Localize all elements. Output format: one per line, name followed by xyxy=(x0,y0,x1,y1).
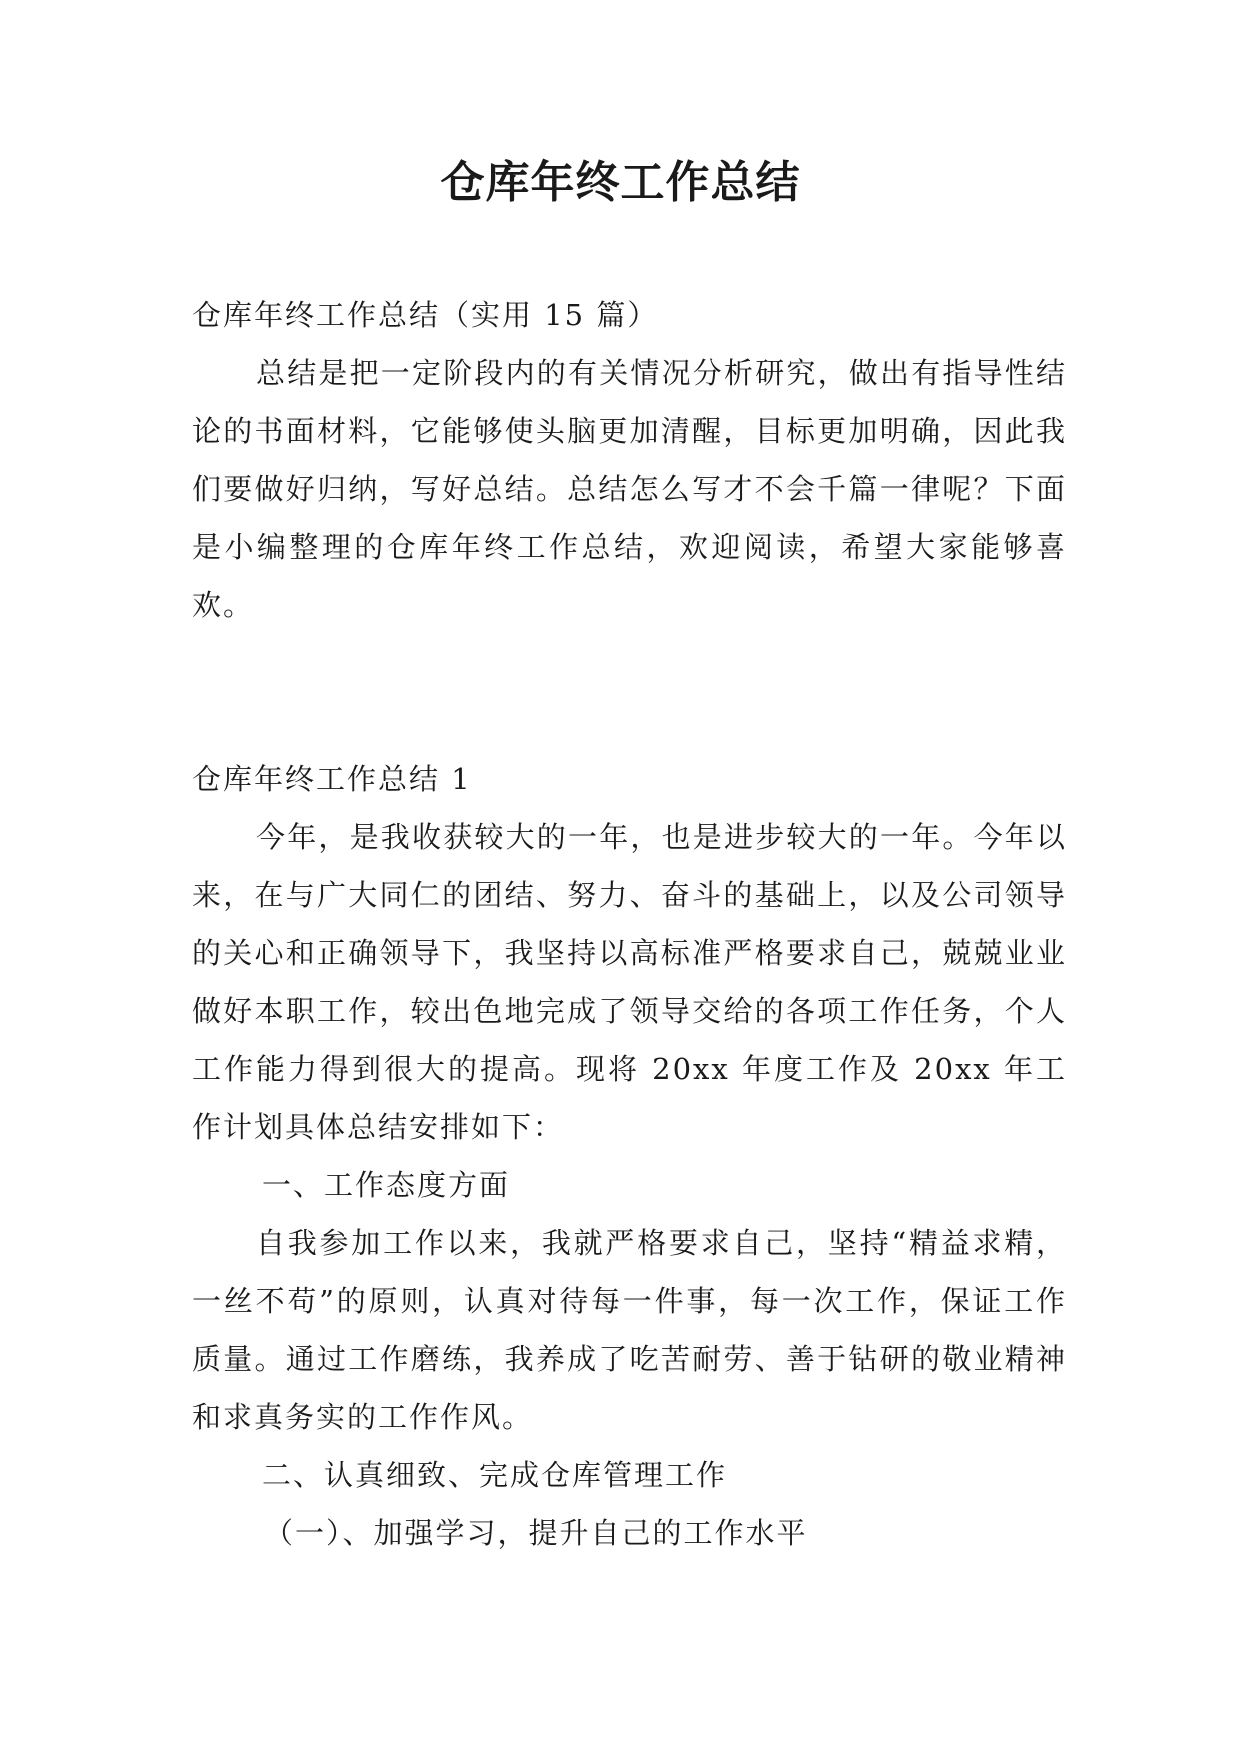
subheading-study: （一）、加强学习，提升自己的工作水平 xyxy=(264,1516,808,1550)
section1-paragraph2: 自我参加工作以来，我就严格要求自己，坚持“精益求精，一丝不苟”的原则，认真对待每一件事，每一次工作，保证工作质量。通过工作磨练，我养成了吃苦耐劳、善于钻研的敬业精神和求真务实的工作作风。 xyxy=(192,1226,1067,1434)
section1-heading: 仓库年终工作总结 1 xyxy=(192,762,472,796)
section1-paragraph1: 今年，是我收获较大的一年，也是进步较大的一年。今年以来，在与广大同仁的团结、努力、奋斗的基础上，以及公司领导的关心和正确领导下，我坚持以高标准严格要求自己，兢兢业业做好本职工作，较出色地完成了领导交给的各项工作任务，个人工作能力得到很大的提高。现将 20xx 年度工作及 20xx 年工作计划具体总结安排如下： xyxy=(192,820,1067,1144)
section-spacer xyxy=(192,634,1067,750)
subheading-work-attitude: 一、工作态度方面 xyxy=(262,1168,511,1202)
subheading-warehouse-management: 二、认真细致、完成仓库管理工作 xyxy=(262,1458,728,1492)
intro-paragraph: 总结是把一定阶段内的有关情况分析研究，做出有指导性结论的书面材料，它能够使头脑更加清醒，目标更加明确，因此我们要做好归纳，写好总结。总结怎么写才不会千篇一律呢？下面是小编整理的仓库年终工作总结，欢迎阅读，希望大家能够喜欢。 xyxy=(192,356,1067,622)
document-body xyxy=(192,286,1067,1562)
document-title: 仓库年终工作总结 xyxy=(440,157,801,208)
intro-heading: 仓库年终工作总结（实用 15 篇） xyxy=(192,298,659,332)
